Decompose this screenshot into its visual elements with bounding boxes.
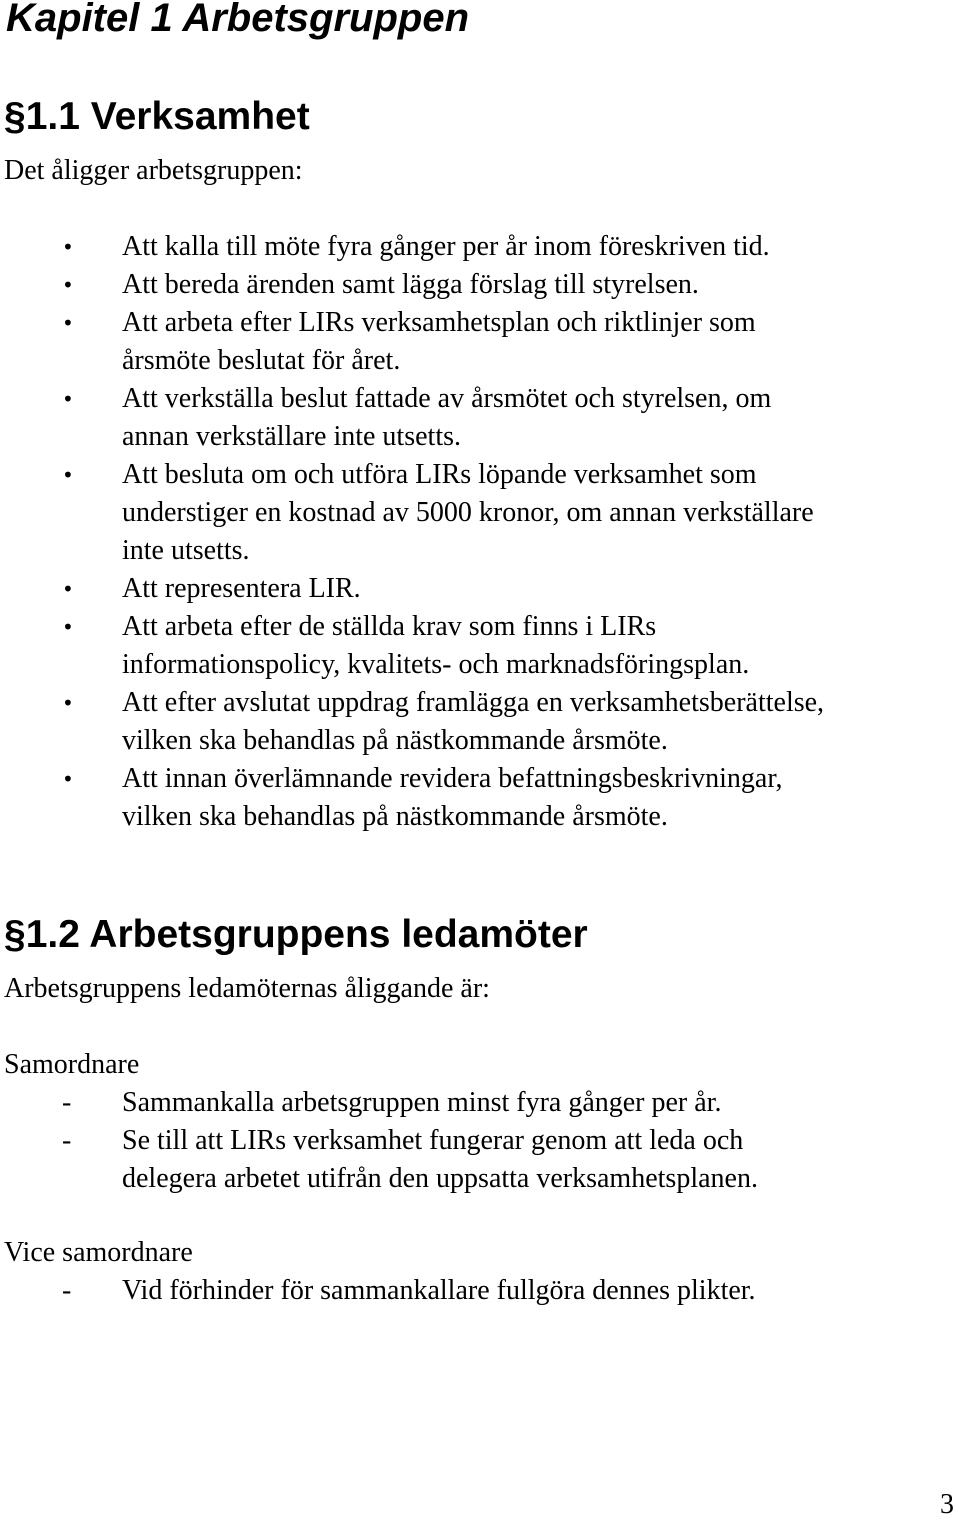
list-item	[0, 608, 960, 684]
bullet-icon: •	[62, 463, 74, 487]
list-item-text: annan verkställare inte utsetts.	[122, 421, 461, 452]
list-item-text: vilken ska behandlas på nästkommande årsmöte.	[122, 725, 668, 756]
role-block-vice-samordnare	[0, 1234, 960, 1310]
section-heading-ledamoter: §1.2 Arbetsgruppens ledamöter	[4, 913, 588, 956]
section-heading-verksamhet: §1.1 Verksamhet	[4, 95, 310, 138]
section-intro-ledamoter: Arbetsgruppens ledamöternas åliggande är:	[4, 973, 490, 1004]
list-item	[0, 266, 960, 304]
bullet-icon: •	[62, 387, 74, 411]
bullet-icon: •	[62, 311, 74, 335]
list-item-text: delegera arbetet utifrån den uppsatta verksamhetsplanen.	[122, 1163, 758, 1194]
dash-icon: -	[62, 1125, 72, 1156]
dash-icon: -	[62, 1275, 72, 1306]
list-item	[0, 380, 960, 456]
list-item-text: årsmöte beslutat för året.	[122, 345, 401, 376]
list-item-text: vilken ska behandlas på nästkommande årsmöte.	[122, 801, 668, 832]
chapter-title: Kapitel 1 Arbetsgruppen	[6, 0, 470, 40]
role-duties-list	[0, 1084, 960, 1198]
list-item	[0, 304, 960, 380]
duties-bullet-list	[0, 228, 960, 836]
list-item-text: Att verkställa beslut fattade av årsmötet och styrelsen, om	[122, 383, 772, 414]
list-item	[0, 684, 960, 760]
list-item-text: Att arbeta efter de ställda krav som finns i LIRs	[122, 611, 657, 642]
list-item-text: Att kalla till möte fyra gånger per år inom föreskriven tid.	[122, 231, 770, 262]
bullet-icon: •	[62, 615, 74, 639]
list-item-text: Att bereda ärenden samt lägga förslag till styrelsen.	[122, 269, 699, 300]
list-item-text: Sammankalla arbetsgruppen minst fyra gånger per år.	[122, 1087, 722, 1118]
bullet-icon: •	[62, 235, 74, 259]
list-item	[0, 456, 960, 570]
dash-icon: -	[62, 1087, 72, 1118]
list-item-text: Att besluta om och utföra LIRs löpande verksamhet som	[122, 459, 757, 490]
list-item	[0, 760, 960, 836]
list-item-text: understiger en kostnad av 5000 kronor, om annan verkställare	[122, 497, 814, 528]
list-item	[0, 1122, 960, 1198]
bullet-icon: •	[62, 577, 74, 601]
list-item-text: Att efter avslutat uppdrag framlägga en verksamhetsberättelse,	[122, 687, 825, 718]
list-item	[0, 1272, 960, 1310]
role-title: Vice samordnare	[4, 1237, 193, 1268]
list-item-text: Att innan överlämnande revidera befattningsbeskrivningar,	[122, 763, 783, 794]
list-item-text: Att representera LIR.	[122, 573, 361, 604]
list-item	[0, 1084, 960, 1122]
bullet-icon: •	[62, 273, 74, 297]
role-duties-list	[0, 1272, 960, 1310]
bullet-icon: •	[62, 691, 74, 715]
list-item	[0, 228, 960, 266]
list-item-text: Vid förhinder för sammankallare fullgöra dennes plikter.	[122, 1275, 756, 1306]
list-item-text: Att arbeta efter LIRs verksamhetsplan och riktlinjer som	[122, 307, 756, 338]
role-title: Samordnare	[4, 1049, 140, 1080]
bullet-icon: •	[62, 767, 74, 791]
list-item-text: informationspolicy, kvalitets- och marknadsföringsplan.	[122, 649, 750, 680]
section-intro-verksamhet: Det åligger arbetsgruppen:	[4, 155, 303, 186]
list-item	[0, 570, 960, 608]
role-block-samordnare	[0, 1046, 960, 1198]
page-number: 3	[940, 1489, 954, 1520]
list-item-text: inte utsetts.	[122, 535, 250, 566]
list-item-text: Se till att LIRs verksamhet fungerar genom att leda och	[122, 1125, 744, 1156]
